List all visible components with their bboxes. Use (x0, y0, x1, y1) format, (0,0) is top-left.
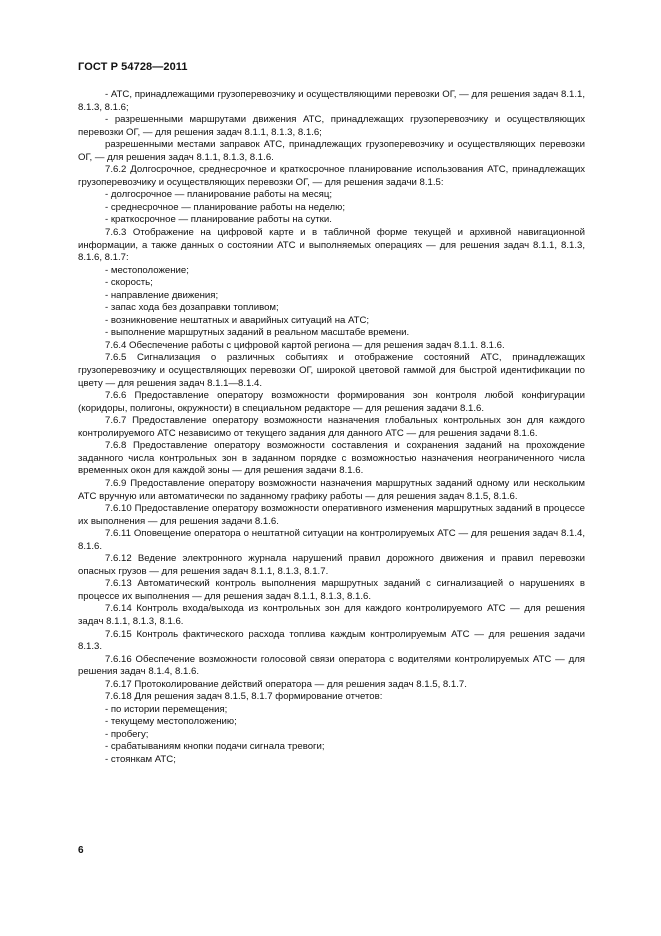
paragraph: - пробегу; (105, 728, 149, 740)
paragraph: 7.6.17 Протоколирование действий оператора — для решения задач 8.1.5, 8.1.7. (105, 678, 467, 690)
paragraph: 7.6.14 Контроль входа/выхода из контрольных зон для каждого контролируемого АТС — для решения задач 8.1.1, 8.1.3, 8.1.6. (78, 603, 585, 627)
paragraph: 7.6.6 Предоставление оператору возможности формирования зон контроля любой конфигурации (коридоры, полигоны, окружности) в специальном редакторе — для решения задачи 8.1.6. (78, 390, 585, 414)
paragraph: 7.6.11 Оповещение оператора о нештатной ситуации на контролируемых АТС — для решения задач 8.1.4, 8.1.6. (78, 528, 585, 552)
paragraph: 7.6.9 Предоставление оператору возможности назначения маршрутных заданий одному или нескольким АТС вручную или автоматически по заданному графику работы — для решения задач 8.1.5, 8.1.6. (78, 477, 585, 502)
paragraph: - среднесрочное — планирование работы на неделю; (105, 201, 345, 213)
paragraph: 7.6.5 Сигнализация о различных событиях и отображение состояний АТС, принадлежащих грузоперевозчику и осуществляющих перевозки ОГ, широкой цветовой гаммой для быстрой идентификации по цвету — для решения задач 8.1.1—8.1.4. (78, 352, 585, 389)
paragraph: 7.6.2 Долгосрочное, среднесрочное и краткосрочное планирование использования АТС, принадлежащих грузоперевозчику и осуществляющих перевозки ОГ, — для решения задачи 8.1.5: (78, 164, 585, 188)
paragraph: 7.6.15 Контроль фактического расхода топлива каждым контролируемым АТС — для решения задачи 8.1.3. (78, 628, 585, 653)
paragraph: 7.6.16 Обеспечение возможности голосовой связи оператора с водителями контролируемых АТС — для решения задач 8.1.4, 8.1.6. (78, 653, 585, 678)
document-header: ГОСТ Р 54728—2011 (78, 61, 188, 73)
paragraph: - по истории перемещения; (105, 703, 228, 715)
paragraph: 7.6.18 Для решения задач 8.1.5, 8.1.7 формирование отчетов: (105, 691, 383, 703)
paragraph: разрешенными местами заправок АТС, принадлежащих грузоперевозчику и осуществляющих перевозки ОГ, — для решения задач 8.1.1, 8.1.3, 8.1.6. (78, 139, 585, 163)
paragraph: - скорость; (105, 277, 153, 289)
paragraph: - разрешенными маршрутами движения АТС, принадлежащих грузоперевозчику и осуществляющих перевозки ОГ, — для решения задач 8.1.1, 8.1.3, 8.1.6; (78, 114, 585, 138)
paragraph: - срабатываниям кнопки подачи сигнала тревоги; (105, 741, 325, 753)
document-body (78, 89, 585, 767)
paragraph: - АТС, принадлежащими грузоперевозчику и осуществляющими перевозки ОГ, — для решения задач 8.1.1, 8.1.3, 8.1.6; (78, 89, 585, 113)
paragraph: - стоянкам АТС; (105, 753, 176, 765)
paragraph: 7.6.3 Отображение на цифровой карте и в табличной форме текущей и архивной навигационной информации, а также данных о состоянии АТС и выполняемых операциях — для решения задач 8.1.1, 8.1.3, 8.1.6, 8.1.7: (78, 227, 585, 264)
paragraph: 7.6.10 Предоставление оператору возможности оперативного изменения маршрутных заданий в процессе их выполнения — для решения задачи 8.1.6. (78, 503, 585, 527)
paragraph: - долгосрочное — планирование работы на месяц; (105, 189, 333, 201)
paragraph: - возникновение нештатных и аварийных ситуаций на АТС; (105, 314, 370, 326)
paragraph: - направление движения; (105, 289, 219, 301)
paragraph: - краткосрочное — планирование работы на сутки. (105, 214, 332, 226)
paragraph: 7.6.8 Предоставление оператору возможности составления и сохранения заданий на прохождение заданного числа контрольных зон в заданном порядке с возможностью назначения неограниченного числа временных окон для каждой зоны — для решения задачи 8.1.6. (78, 440, 585, 477)
paragraph: - местоположение; (105, 264, 189, 276)
paragraph: - запас хода без дозаправки топливом; (105, 302, 279, 314)
paragraph: 7.6.12 Ведение электронного журнала нарушений правил дорожного движения и правил перевозки опасных грузов — для решения задач 8.1.1, 8.1.3, 8.1.7. (78, 553, 585, 577)
paragraph: - выполнение маршрутных заданий в реальном масштабе времени. (105, 327, 410, 339)
paragraph: 7.6.4 Обеспечение работы с цифровой картой региона — для решения задач 8.1.1. 8.1.6. (105, 339, 505, 351)
paragraph: - текущему местоположению; (105, 716, 237, 728)
paragraph: 7.6.7 Предоставление оператору возможности назначения глобальных контрольных зон для каждого контролируемого АТС независимо от текущего задания для данного АТС — для решения задачи 8.1.6. (78, 415, 585, 439)
page-number: 6 (78, 845, 84, 856)
paragraph: 7.6.13 Автоматический контроль выполнения маршрутных заданий с сигнализацией о нарушениях в процессе их выполнения — для решения задач 8.1.1, 8.1.3, 8.1.6. (78, 578, 585, 602)
